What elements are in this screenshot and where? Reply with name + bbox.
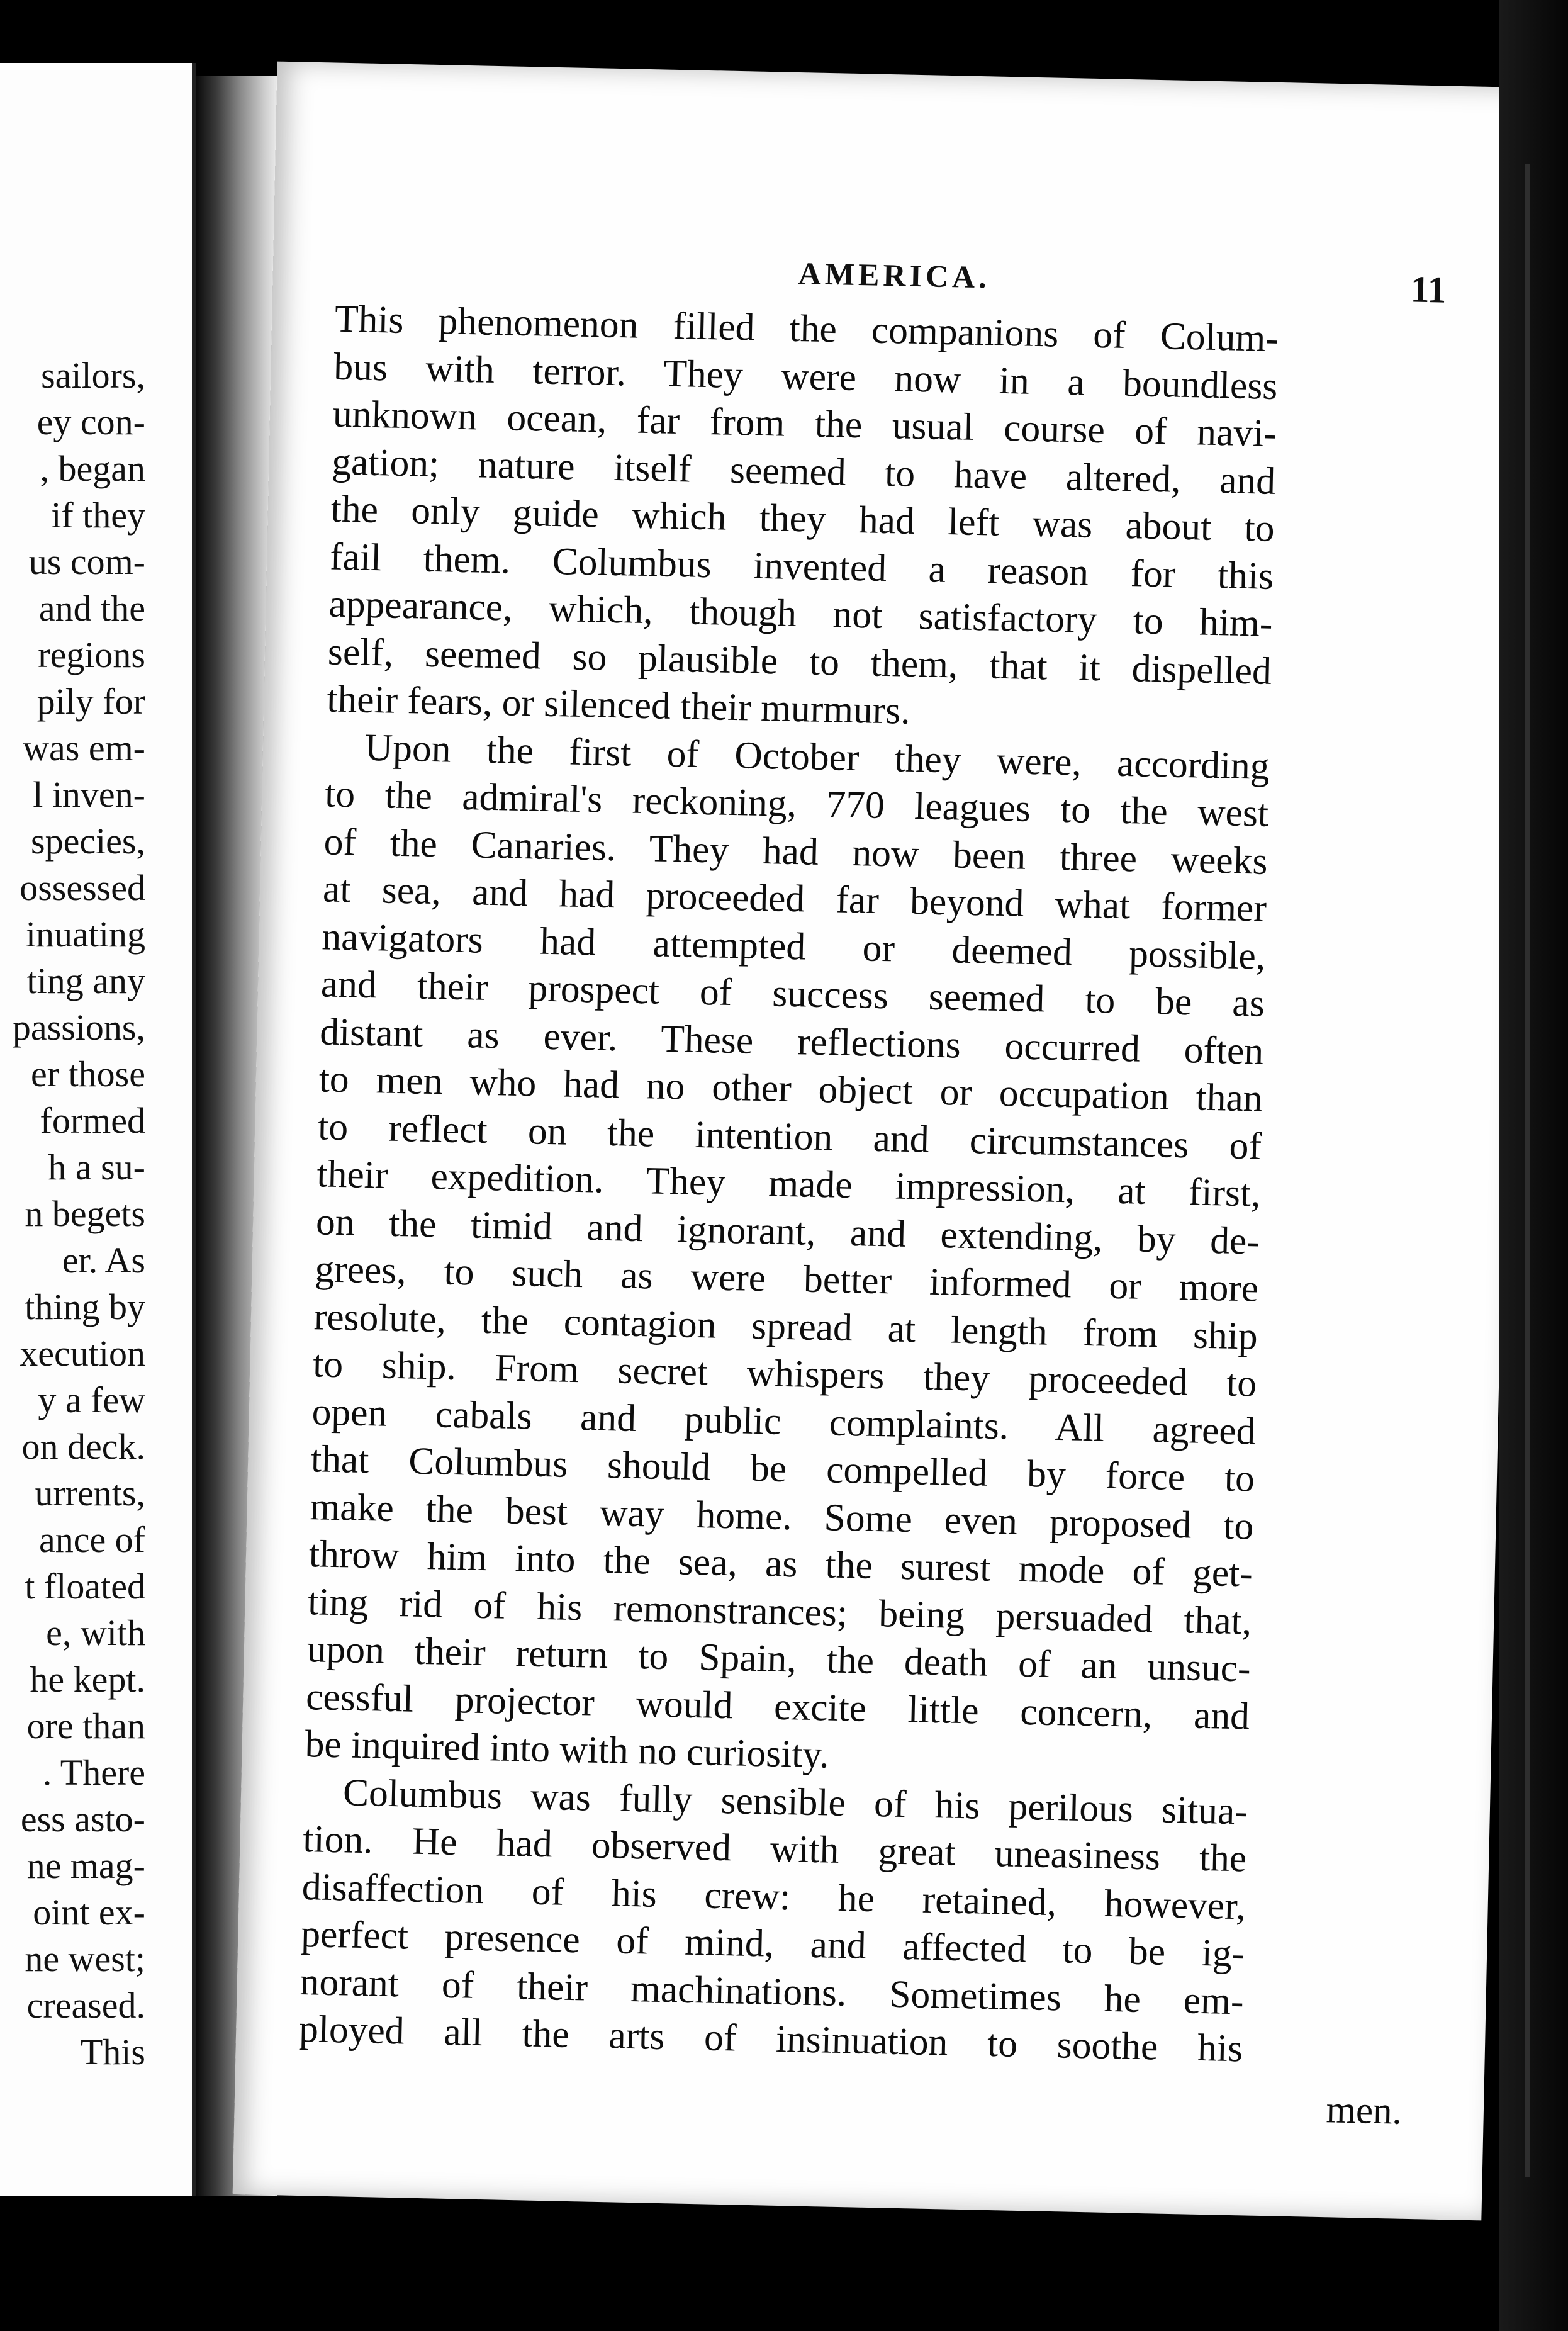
text-line: upon their return to Spain, the death of an unsuc-	[306, 1627, 1252, 1690]
previous-page-line: , began	[40, 448, 145, 489]
previous-page-line: l inven-	[33, 774, 145, 815]
previous-page-line: ore than	[26, 1705, 145, 1746]
text-line: and their prospect of success seemed to be as	[320, 962, 1265, 1025]
text-line: of the Canaries. They had now been three weeks	[323, 819, 1268, 883]
text-line: fail them. Columbus invented a reason for this	[329, 535, 1274, 598]
previous-page-line: if they	[51, 495, 145, 536]
text-line: cessful projector would excite little concern, and	[305, 1675, 1250, 1738]
text-line: self, seemed so plausible to them, that it dispelled	[327, 629, 1272, 693]
catchword: men.	[1325, 2089, 1403, 2133]
previous-page-line: n begets	[25, 1193, 145, 1234]
text-line: This phenomenon filled the companions of Colum-	[334, 297, 1279, 360]
text-line: appearance, which, though not satisfactory to him-	[328, 582, 1274, 645]
text-line: unknown ocean, far from the usual course of navi-	[332, 392, 1277, 455]
previous-page	[0, 63, 196, 2196]
previous-page-line: he kept.	[30, 1659, 145, 1700]
text-line: the only guide which they had left was about to	[330, 487, 1275, 550]
previous-page-text	[13, 352, 145, 2075]
previous-page-line: ting any	[26, 960, 145, 1001]
running-head: AMERICA.	[798, 256, 991, 295]
text-line: ting rid of his remonstrances; being persuaded that,	[307, 1580, 1252, 1643]
previous-page-line: This	[80, 2031, 145, 2072]
text-line: open cabals and public complaints. All agreed	[311, 1390, 1257, 1453]
previous-page-line: pily for	[36, 681, 145, 722]
text-line: navigators had attempted or deemed possible,	[321, 914, 1266, 978]
text-line: ployed all the arts of insinuation to soothe his	[298, 2008, 1243, 2070]
previous-page-line: h a su-	[48, 1147, 145, 1188]
current-page	[233, 62, 1526, 2221]
text-line: their fears, or silenced their murmurs.	[326, 677, 911, 733]
previous-page-line: passions,	[12, 1007, 145, 1048]
text-line: grees, to such as were better informed or more	[314, 1247, 1259, 1310]
text-line: on the timid and ignorant, and extending, by de-	[315, 1199, 1260, 1263]
previous-page-line: and the	[38, 588, 145, 629]
text-line: resolute, the contagion spread at length from ship	[313, 1295, 1258, 1358]
previous-page-line: species,	[31, 821, 145, 862]
page-body-text	[298, 296, 1279, 2073]
previous-page-line: ance of	[38, 1519, 145, 1560]
previous-page-line: formed	[40, 1100, 145, 1141]
text-line: perfect presence of mind, and affected to be ig-	[300, 1913, 1245, 1975]
previous-page-line: on deck.	[21, 1426, 145, 1467]
page-number: 11	[1410, 268, 1447, 311]
text-line: at sea, and had proceeded far beyond what former	[322, 867, 1267, 930]
previous-page-line: creased.	[26, 1985, 145, 2026]
text-line: their expedition. They made impression, at first,	[316, 1152, 1262, 1215]
text-line: make the best way home. Some even proposed to	[309, 1485, 1255, 1548]
text-line: distant as ever. These reflections occurred often	[319, 1009, 1264, 1073]
previous-page-line: us com-	[28, 541, 145, 582]
text-line: norant of their machinations. Sometimes he em-	[300, 1960, 1245, 2023]
previous-page-line: oint ex-	[33, 1892, 145, 1933]
previous-page-line: regions	[38, 634, 145, 675]
previous-page-line: . There	[42, 1752, 145, 1793]
text-line: to ship. From secret whispers they proceeded to	[312, 1342, 1257, 1405]
previous-page-line: xecution	[20, 1333, 145, 1374]
text-line: disaffection of his crew: he retained, however,	[301, 1865, 1246, 1928]
previous-page-line: inuating	[25, 914, 145, 955]
previous-page-line: ne west;	[25, 1938, 145, 1979]
previous-page-line: ess asto-	[20, 1799, 145, 1840]
previous-page-line: er those	[31, 1053, 145, 1094]
previous-page-line: e, with	[46, 1612, 145, 1653]
previous-page-line: ey con-	[36, 402, 145, 442]
text-line: to the admiral's reckoning, 770 leagues to the west	[324, 772, 1269, 835]
text-line: be inquired into with no curiosity.	[305, 1722, 830, 1777]
previous-page-line: urrents,	[35, 1473, 145, 1514]
previous-page-line: er. As	[62, 1240, 145, 1281]
text-line: bus with terror. They were now in a boundless	[333, 345, 1278, 408]
previous-page-line: sailors,	[41, 355, 145, 396]
previous-page-line: ne mag-	[26, 1845, 145, 1886]
text-line: Upon the first of October they were, according	[364, 726, 1270, 788]
previous-page-line: ossessed	[20, 867, 145, 908]
previous-page-line: was em-	[23, 727, 145, 768]
text-line: to reflect on the intention and circumstances of	[317, 1104, 1262, 1168]
book-cover-edge	[1499, 0, 1568, 2331]
cover-stripe	[1525, 164, 1530, 2177]
text-line: tion. He had observed with great uneasiness the	[302, 1817, 1247, 1880]
previous-page-line: thing by	[25, 1286, 145, 1327]
text-line: gation; nature itself seemed to have altered, and	[331, 440, 1276, 503]
previous-page-line: y a few	[38, 1379, 145, 1420]
text-line: throw him into the sea, as the surest mode of get-	[308, 1532, 1253, 1595]
text-line: to men who had no other object or occupation than	[318, 1057, 1263, 1120]
text-line: Columbus was fully sensible of his perilous situa-	[342, 1770, 1248, 1833]
text-line: that Columbus should be compelled by force to	[310, 1437, 1255, 1500]
previous-page-line: t floated	[25, 1566, 145, 1607]
